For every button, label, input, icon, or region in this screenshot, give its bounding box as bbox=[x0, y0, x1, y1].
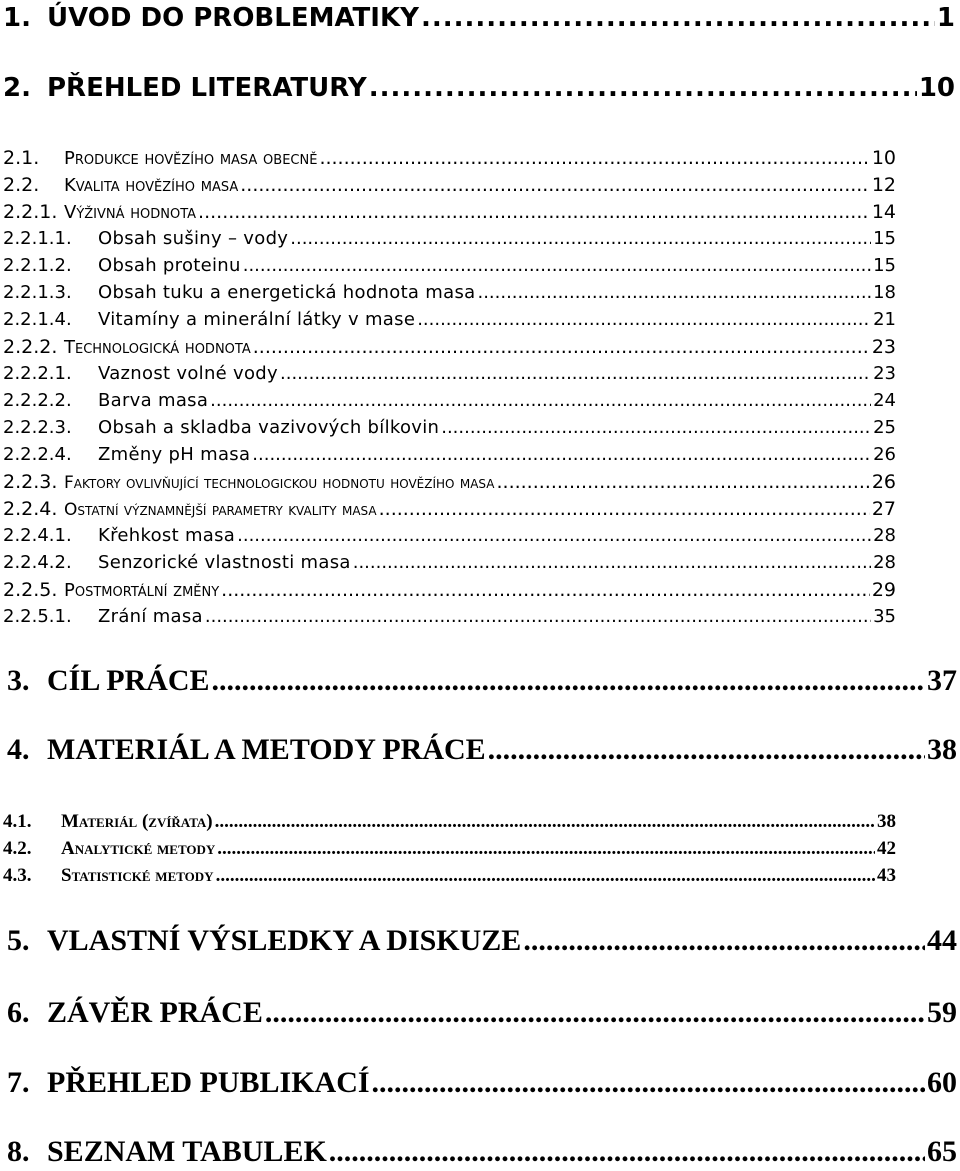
toc-entry-2-2-5-1[interactable] bbox=[3, 606, 896, 630]
toc-leader-dots bbox=[417, 309, 871, 330]
toc-entry-2-1[interactable] bbox=[3, 147, 896, 171]
toc-title: SEZNAM TABULEK bbox=[47, 1135, 327, 1168]
toc-number: 2.2.1.4. bbox=[3, 309, 72, 330]
toc-entry-6[interactable] bbox=[7, 996, 957, 1032]
toc-number: 2.2.4.1. bbox=[3, 525, 72, 546]
toc-number: 3. bbox=[7, 664, 30, 697]
toc-entry-2-2-3[interactable] bbox=[3, 471, 896, 495]
toc-title: Obsah sušiny – vody bbox=[98, 228, 289, 249]
toc-entry-3[interactable] bbox=[7, 664, 957, 700]
toc-entry-2-2-1-4[interactable] bbox=[3, 309, 896, 333]
toc-title: Vitamíny a minerální látky v mase bbox=[98, 309, 416, 330]
toc-page-number: 14 bbox=[871, 201, 896, 223]
toc-number: 8. bbox=[7, 1135, 30, 1168]
toc-title: Analytické metody bbox=[61, 838, 216, 859]
toc-page-number: 28 bbox=[873, 552, 896, 573]
toc-leader-dots bbox=[253, 336, 870, 358]
toc-number: 2.1. bbox=[3, 147, 40, 169]
toc-page-number: 23 bbox=[871, 336, 896, 358]
toc-number: 5. bbox=[7, 924, 30, 957]
toc-leader-dots bbox=[372, 1066, 925, 1100]
toc-number: 2.2.4.2. bbox=[3, 552, 72, 573]
toc-title: Produkce hovězího masa obecně bbox=[64, 148, 318, 169]
toc-leader-dots bbox=[353, 552, 871, 573]
toc-page-number: 29 bbox=[871, 579, 896, 601]
toc-page-number: 12 bbox=[871, 174, 896, 196]
toc-leader-dots bbox=[319, 147, 869, 169]
toc-title: ZÁVĚR PRÁCE bbox=[47, 996, 263, 1029]
toc-number: 2.2.5. bbox=[3, 579, 58, 601]
toc-title: Obsah proteinu bbox=[98, 255, 241, 276]
toc-number: 2.2. bbox=[3, 174, 40, 196]
toc-number: 2.2.1.1. bbox=[3, 228, 72, 249]
toc-leader-dots bbox=[221, 579, 870, 601]
toc-page-number: 65 bbox=[927, 1135, 957, 1168]
toc-leader-dots bbox=[212, 664, 925, 698]
toc-title: PŘEHLED PUBLIKACÍ bbox=[47, 1066, 370, 1099]
toc-title: MATERIÁL A METODY PRÁCE bbox=[47, 733, 486, 766]
toc-title: Senzorické vlastnosti masa bbox=[98, 552, 351, 573]
toc-page-number: 15 bbox=[873, 228, 896, 249]
toc-entry-2-2-4-2[interactable] bbox=[3, 552, 896, 576]
toc-title: Kvalita hovězího masa bbox=[64, 175, 239, 196]
toc-number: 2.2.2.3. bbox=[3, 417, 72, 438]
toc-number: 1. bbox=[3, 3, 31, 33]
toc-entry-4-3[interactable] bbox=[3, 865, 896, 889]
toc-page-number: 26 bbox=[873, 444, 896, 465]
toc-title: Materiál (zvířata) bbox=[61, 811, 213, 832]
toc-leader-dots bbox=[217, 838, 875, 860]
toc-title: VLASTNÍ VÝSLEDKY A DISKUZE bbox=[47, 924, 522, 957]
toc-number: 2.2.2.1. bbox=[3, 363, 72, 384]
toc-leader-dots bbox=[210, 390, 871, 411]
toc-entry-4-2[interactable] bbox=[3, 838, 896, 862]
toc-page-number: 37 bbox=[927, 664, 957, 697]
toc-number: 2.2.4. bbox=[3, 498, 58, 520]
toc-entry-7[interactable] bbox=[7, 1066, 957, 1102]
toc-title: PŘEHLED LITERATURY bbox=[47, 73, 367, 103]
toc-title: CÍL PRÁCE bbox=[47, 664, 210, 697]
toc-leader-dots bbox=[329, 1135, 925, 1169]
toc-leader-dots bbox=[523, 924, 925, 958]
toc-number: 4.2. bbox=[3, 838, 32, 859]
toc-entry-4[interactable] bbox=[7, 733, 957, 769]
toc-leader-dots bbox=[240, 174, 870, 196]
toc-page-number: 15 bbox=[873, 255, 896, 276]
toc-number: 4.1. bbox=[3, 811, 32, 832]
toc-entry-2-2-2[interactable] bbox=[3, 336, 896, 360]
toc-number: 6. bbox=[7, 996, 30, 1029]
toc-entry-8[interactable] bbox=[7, 1135, 957, 1171]
toc-title: ÚVOD DO PROBLEMATIKY bbox=[47, 3, 419, 33]
toc-title: Obsah a skladba vazivových bílkovin bbox=[98, 417, 440, 438]
toc-page-number: 21 bbox=[873, 309, 896, 330]
toc-title: Ostatní významnější parametry kvality masa bbox=[64, 500, 377, 520]
toc-page-number: 18 bbox=[873, 282, 896, 303]
toc-number: 2.2.5.1. bbox=[3, 606, 72, 627]
toc-leader-dots bbox=[265, 996, 925, 1030]
toc-title: Statistické metody bbox=[61, 865, 214, 886]
toc-number: 7. bbox=[7, 1066, 30, 1099]
toc-number: 2.2.2.2. bbox=[3, 390, 72, 411]
toc-title: Technologická hodnota bbox=[64, 337, 251, 358]
toc-entry-2-2-4-1[interactable] bbox=[3, 525, 896, 549]
toc-leader-dots bbox=[216, 865, 875, 887]
toc-entry-2-2-2-4[interactable] bbox=[3, 444, 896, 468]
toc-entry-1[interactable] bbox=[3, 3, 955, 37]
toc-page-number: 10 bbox=[871, 147, 896, 169]
toc-page-number: 1 bbox=[936, 3, 955, 33]
toc-number: 4. bbox=[7, 733, 30, 766]
toc-title: Vaznost volné vody bbox=[98, 363, 278, 384]
toc-title: Změny pH masa bbox=[98, 444, 251, 465]
toc-page-number: 60 bbox=[927, 1066, 957, 1099]
toc-number: 4.3. bbox=[3, 865, 32, 886]
toc-entry-2-2-4[interactable] bbox=[3, 498, 896, 522]
toc-page-number: 23 bbox=[873, 363, 896, 384]
toc-page-number: 44 bbox=[927, 924, 957, 957]
toc-entry-2-2-2-1[interactable] bbox=[3, 363, 896, 387]
toc-title: Křehkost masa bbox=[98, 525, 236, 546]
toc-leader-dots bbox=[379, 498, 870, 520]
toc-number: 2. bbox=[3, 73, 31, 103]
toc-page-number: 28 bbox=[873, 525, 896, 546]
toc-page-number: 42 bbox=[877, 838, 896, 859]
toc-entry-2-2-1-2[interactable] bbox=[3, 255, 896, 279]
toc-leader-dots bbox=[237, 525, 871, 546]
toc-entry-2-2-1-3[interactable] bbox=[3, 282, 896, 306]
toc-entry-2-2-2-2[interactable] bbox=[3, 390, 896, 414]
toc-leader-dots bbox=[477, 282, 871, 303]
toc-entry-2[interactable] bbox=[3, 73, 955, 107]
toc-number: 2.2.3. bbox=[3, 471, 58, 493]
toc-title: Zrání masa bbox=[98, 606, 203, 627]
toc-leader-dots bbox=[198, 201, 870, 223]
toc-title: Postmortální změny bbox=[64, 580, 220, 601]
toc-page-number: 59 bbox=[927, 996, 957, 1029]
toc-leader-dots bbox=[496, 471, 869, 493]
toc-leader-dots bbox=[205, 606, 871, 627]
toc-leader-dots bbox=[252, 444, 871, 465]
toc-title: Faktory ovlivňující technologickou hodnotu hovězího masa bbox=[64, 473, 495, 493]
toc-number: 2.2.1. bbox=[3, 201, 58, 223]
toc-title: Barva masa bbox=[98, 390, 209, 411]
toc-leader-dots bbox=[488, 733, 925, 767]
toc-number: 2.2.1.2. bbox=[3, 255, 72, 276]
toc-page-number: 38 bbox=[927, 733, 957, 766]
toc-entry-2-2-1-1[interactable] bbox=[3, 228, 896, 252]
toc-leader-dots bbox=[280, 363, 871, 384]
toc-number: 2.2.2.4. bbox=[3, 444, 72, 465]
toc-leader-dots bbox=[290, 228, 871, 249]
toc-page-number: 43 bbox=[877, 865, 896, 886]
toc-leader-dots bbox=[243, 255, 871, 276]
toc-entry-5[interactable] bbox=[7, 924, 957, 960]
toc-entry-2-2-1[interactable] bbox=[3, 201, 896, 225]
toc-entry-2-2[interactable] bbox=[3, 174, 896, 198]
toc-page-number: 25 bbox=[873, 417, 896, 438]
toc-leader-dots bbox=[441, 417, 871, 438]
toc-page-number: 26 bbox=[871, 471, 896, 493]
toc-leader-dots bbox=[215, 811, 875, 833]
toc-page-number: 24 bbox=[873, 390, 896, 411]
toc-leader-dots bbox=[369, 73, 917, 103]
toc-page-number: 38 bbox=[877, 811, 896, 832]
toc-number: 2.2.1.3. bbox=[3, 282, 72, 303]
toc-page-number: 35 bbox=[873, 606, 896, 627]
toc-entry-2-2-2-3[interactable] bbox=[3, 417, 896, 441]
toc-page-number: 27 bbox=[871, 498, 896, 520]
toc-title: Obsah tuku a energetická hodnota masa bbox=[98, 282, 476, 303]
toc-entry-4-1[interactable] bbox=[3, 811, 896, 835]
toc-title: Výživná hodnota bbox=[64, 202, 197, 223]
toc-leader-dots bbox=[421, 3, 935, 33]
toc-number: 2.2.2. bbox=[3, 336, 58, 358]
toc-page-number: 10 bbox=[918, 73, 955, 103]
toc-entry-2-2-5[interactable] bbox=[3, 579, 896, 603]
